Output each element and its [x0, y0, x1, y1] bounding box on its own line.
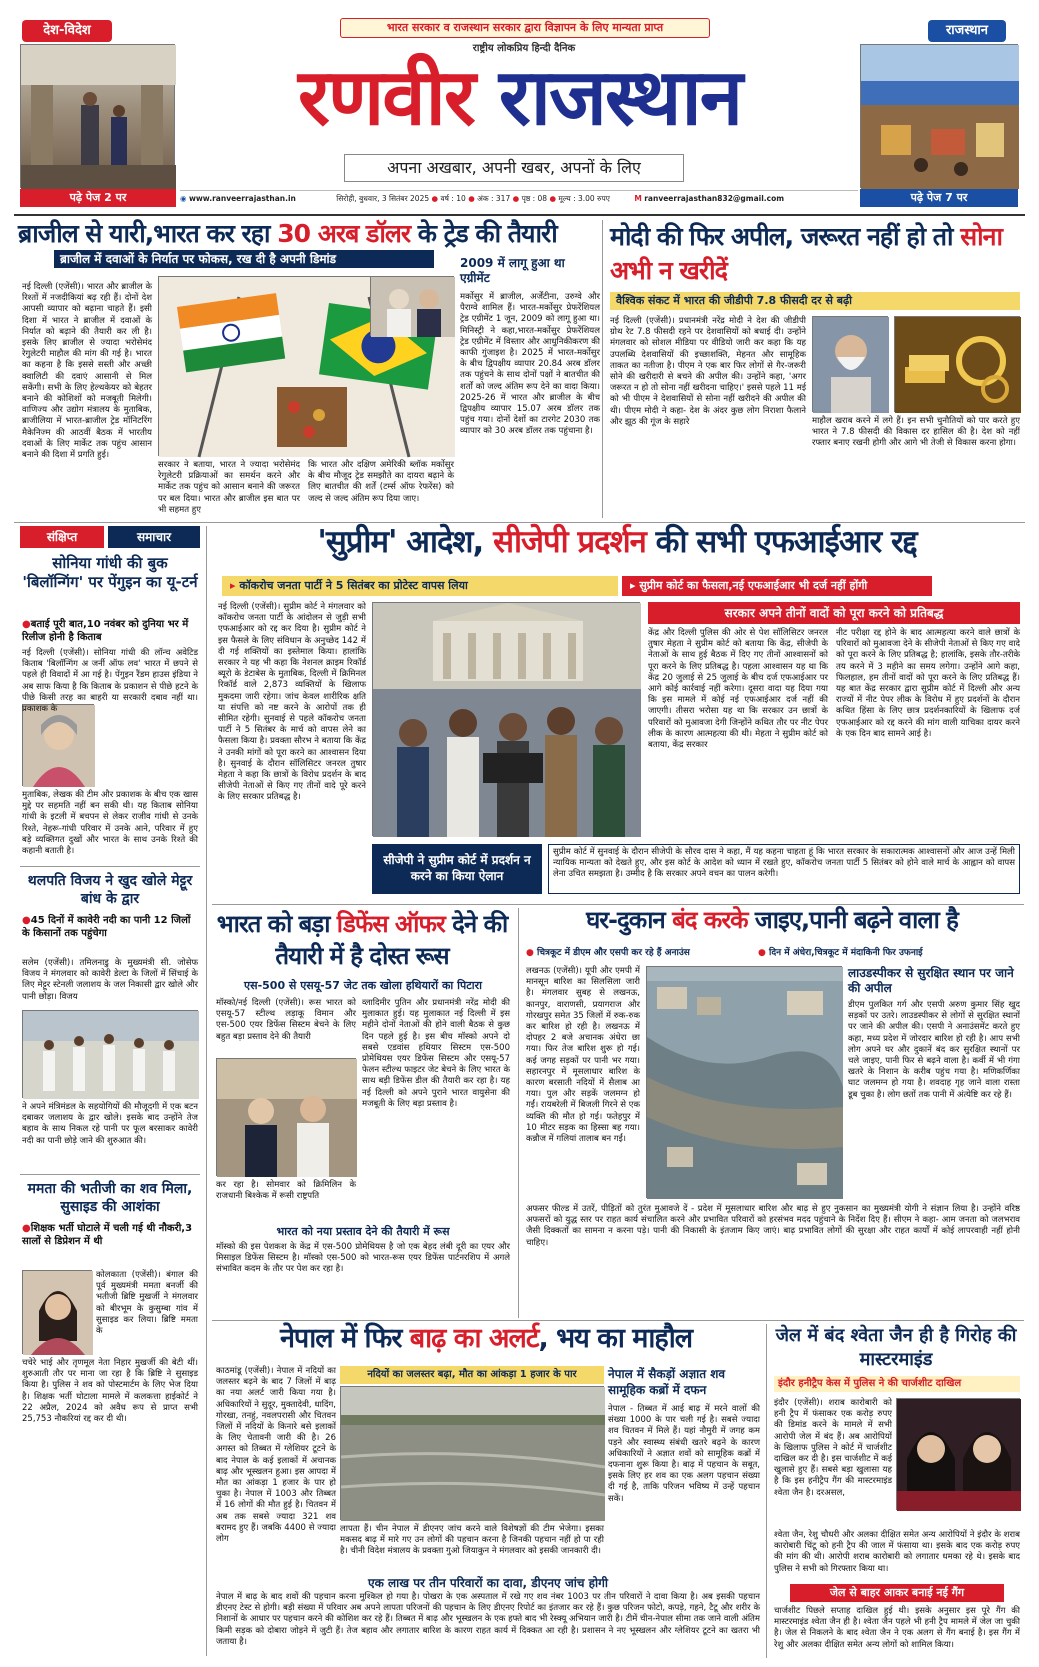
- masthead-photo-right: [860, 44, 1018, 188]
- flood-bar-1-text: चित्रकूट में डीएम और एसपी कर रहे हैं अनाउंस: [537, 948, 690, 958]
- body-jail-1: इंदौर (एजेंसी)। शराब कारोबारी को हनी ट्रैप में फंसाकर एक करोड़ रुपए की डिमांड करने के मामले में सभी आरोपी जेल में बंद हैं। अब आरोपियों के खिलाफ पुलिस ने कोर्ट में चार्जशीट दाखिल कर दी है। इस चार्जशीट में कई खुलासे हुए हैं। सबसे बड़ा खुलासा यह है कि इस हनीट्रैप गैंग की मास्टरमाइंड श्वेता जैन है। दरअसल,: [774, 1398, 892, 1498]
- dateline: सिरोही, बुधवार, 3 सितंबर 2025: [336, 194, 430, 203]
- arrow-icon: ▸: [230, 579, 236, 592]
- headline-highlight: सीजेपी प्रदर्शन: [493, 524, 646, 560]
- bullet-icon: ●: [431, 194, 439, 203]
- headline-highlight: बंद करके: [672, 906, 748, 934]
- body-flood-up-3: अफसर फील्ड में उतरें, पीड़ितों को तुरंत मुआवजे दें - प्रदेश में मूसलाधार बारिश और बाढ़ से हुए नुकसान का मुख्यमंत्री योगी ने संज्ञान लिया है। उन्होंने वरिष्ठ अफसरों को युद्ध स्तर पर राहत कार्य संचालित करने और प्रभावित परिवारों को हरसंभव मदद पहुंचाने के निर्देश दिए हैं। सीएम ने कहा- आम जनता को जलभराव जैसी दिक्कतों का सामना न करना पड़े। पानी की निकासी के इंतजाम किए जाएं। बाढ़ प्रभावित लोगों की सुरक्षा और राहत कार्यों में कोई लापरवाही नहीं होनी चाहिए।: [526, 1204, 1020, 1248]
- swollen-river-image: [341, 1387, 605, 1521]
- masthead: [14, 14, 1025, 212]
- body-nepal-1: काठमांडू (एजेंसी)। नेपाल में नदियों का जलस्तर बढ़ने के बाद 7 जिलों में बाढ़ का नया अलर्ट जारी किया गया है। अधिकारियों ने सुदूर, मुक्तादेवी, धादिंग, गोरखा, तनहुं, नवलपरासी और चितवन जिलों में नदियों के किनारे बसे इलाकों के लिए चेतावनी जारी की है। 26 अगस्त को तिब्बत में ग्लेशियर टूटने के बाद नेपाल के कई इलाकों में अचानक बाढ़ और भूस्खलन हुआ। इस आपदा में मौत का आंकड़ा 1 हजार के पार हो चुका है। नेपाल में 1003 और तिब्बत में 16 लोगों की मौत हुई है। चितवन में अब तक सबसे ज्यादा 321 शव बरामद हुए हैं। जबकि 4400 से ज्यादा लोग: [216, 1366, 336, 1545]
- subhead-brazil: ब्राजील में दवाओं के निर्यात पर फोकस, रख दी है अपनी डिमांड: [54, 250, 434, 268]
- body-brazil-3: कि भारत और दक्षिण अमेरिकी ब्लॉक मर्कोसुर के बीच मौजूद ट्रेड समझौते का दायरा बढ़ाने के लिए बातचीत की शर्तें (टर्म्स ऑफ रेफरेंस) को जल्द से जल्द अंतिम रूप दिया जाए।: [308, 460, 454, 504]
- divider: [602, 220, 603, 518]
- modi-lula-photo: [370, 276, 454, 336]
- flooded-town-image: [647, 967, 843, 1199]
- pages: पृष्ठ : 08: [521, 194, 548, 203]
- headline-gold: [610, 220, 1020, 288]
- side-head-flood-up: लाउडस्पीकर से सुरक्षित स्थान पर जाने की अपील: [848, 966, 1014, 995]
- sonia-gandhi-image: [23, 705, 95, 787]
- body-jail-3: चार्जशीट पिछले सप्ताह दाखिल हुई थी। इसके अनुसार इस पूरे गैंग की मास्टरमाइंड श्वेता जैन ही है। श्वेता जैन पहले भी हनी ट्रैप मामले में जेल जा चुकी है। जेल से निकलने के बाद श्वेता जैन ने एक अलग से गैंग बनाई है। इस गैंग में रेशु और अलका दीक्षित समेत अन्य लोगों को शामिल किया।: [774, 1606, 1020, 1650]
- vijay-photo: [22, 1010, 198, 1098]
- sidebar-header-left: संक्षिप्त: [20, 526, 104, 548]
- brief-sonia-body-1b: [98, 706, 198, 788]
- body-defence-4: मॉस्को की इस पेशकश के केंद्र में एस-500 प्रोमेथियस है जो एक बेहद लंबी दूरी का एयर और मिसाइल डिफेंस सिस्टम है। मॉस्को एस-500 को भारत-रूस एयर डिफेंस पार्टनरशिप में अगले संभावित कदम के तौर पर पेश कर रहा है।: [216, 1242, 510, 1275]
- sonia-photo: [22, 704, 94, 786]
- body-fir-2: केंद्र और दिल्ली पुलिस की ओर से पेश सॉलिसिटर जनरल तुषार मेहता ने सुप्रीम कोर्ट को बताया कि केंद्र, सीजेपी के नेताओं के साथ हुई बैठक में दिए गए तीनों आश्वासनों को पूरा करने के लिए प्रतिबद्ध है। पहला आश्वासन यह था कि केंद्र 20 जुलाई से 25 जुलाई के बीच दर्ज एफआईआर पर आगे कोई कार्रवाई नहीं करेगा। दूसरा वादा यह दिया गया कि इस मामले में कोई नई एफआईआर दर्ज नहीं की जाएगी। तीसरा भरोसा यह था कि सरकार उन छात्रों के परिवारों को मुआवजा देगी जिन्होंने कथित तौर पर नीट पेपर लीक के कारण आत्महत्या की थी। मेहता ने सुप्रीम कोर्ट को बताया, केंद्र सरकार: [648, 628, 828, 751]
- body-defence-2: कर रहा है। सोमवार को क्रिमिलिन के राजधानी बिश्केक में रूसी राष्ट्रपति: [216, 1180, 356, 1202]
- body-flood-up-2: डीएम पुलकित गर्ग और एसपी अरुण कुमार सिंह खुद सड़कों पर उतरे। लाउडस्पीकर से लोगों से सुरक्षित स्थानों पर जाने की अपील की। एसपी ने अनाउंसमेंट करते हुए कहा, मध्य प्रदेश में जोरदार बारिश हो रही है। आप सभी लोग अपने घर और दुकानें बंद कर सुरक्षित स्थानों पर चले जाइए, पानी फिर से बढ़ने वाला है। कर्वी में भी गंगा खतरे के निशान के करीब पहुंच गया है। मणिकर्णिका घाट जलमग्न हो गया है। शवदाह गृह जाने वाला रास्ता डूब चुका है। लोग छतों तक पानी में अंत्येष्टि कर रहे हैं।: [848, 1000, 1020, 1100]
- side-head-defence: भारत को नया प्रस्ताव देने की तैयारी में रूस: [276, 1225, 450, 1238]
- bullet-icon: ●: [526, 948, 534, 958]
- flood-bar-2: [758, 946, 1020, 960]
- subhead-gold: वैश्विक संकट में भारत की जीडीपी 7.8 फीसदी दर से बढ़ी: [610, 292, 1020, 310]
- brief-vijay-subhead: ● 45 दिनों में कावेरी नदी का पानी 12 जिलों के किसानों तक पहुंचेगा: [22, 914, 198, 940]
- body-flood-up-1: लखनऊ (एजेंसी)। यूपी और एमपी में मानसून बारिश का सिलसिला जारी है। मंगलवार सुबह से लखनऊ, कानपुर, वाराणसी, प्रयागराज और गोरखपुर समेत 35 जिलों में रुक-रुक कर बारिश हो रही है। लखनऊ में दोपहर 2 बजे अचानक अंधेरा छा गया। फिर तेज बारिश शुरू हो गई। कई जगह सड़कों पर पानी भर गया। सहारनपुर में मूसलाधार बारिश के कारण बरसाती नदियों में सैलाब आ गया। पुल और सड़कें जलमग्न हो गईं। रायबरेली में बिजली गिरने से एक व्यक्ति की मौत हो गई। फतेहपुर में 10 मीटर सड़क का हिस्सा बह गया। कन्नौज में गलियां तालाब बन गईं।: [526, 966, 640, 1145]
- descriptor: राष्ट्रीय लोकप्रिय हिन्दी दैनिक: [472, 43, 576, 54]
- email[interactable]: ranveerrajasthan832@gmail.com: [644, 194, 785, 203]
- body-nepal-2: नेपाल - तिब्बत में आई बाढ़ में मरने वालों की संख्या 1000 के पार चली गई है। सबसे ज्यादा शव चितवन में मिले हैं। यहां नौमुरी में जगह कम पड़ने और स्वास्थ्य संबंधी खतरे बढ़ने के कारण अधिकारियों ने अज्ञात शवों को सामूहिक कब्रों में दफनाना शुरू किया है। बाढ़ में पहचान के सबूत, इसके लिए हर शव का एक अलग पहचान संख्या दी गई है, ताकि परिजन भविष्य में उन्हें पहचान सकें।: [608, 1404, 760, 1504]
- brief-vijay-body-1: सलेम (एजेंसी)। तमिलनाडु के मुख्यमंत्री सी. जोसेफ विजय ने मंगलवार को कावेरी डेल्टा के जिलों में सिंचाई के लिए मेट्टूर स्टेनली जलाशय के जल निकासी द्वार खोले और पानी छोड़ा। विजय: [22, 958, 198, 1002]
- divider: [518, 908, 519, 1318]
- headline-part: जाइए,पानी बढ़ने वाला है: [747, 906, 958, 934]
- brief-mamata-body-1: कोलकाता (एजेंसी)। बंगाल की पूर्व मुख्यमंत्री ममता बनर्जी की भतीजी ब्रिष्टि मुखर्जी ने मंगलवार को बीरभूम के कुसुम्बा गांव में सुसाइड कर लिया। ब्रिष्टि ममता के: [96, 1270, 198, 1337]
- mettur-dam-image: [23, 1011, 199, 1099]
- newspaper-title: [182, 50, 857, 148]
- brief-sonia-body-1: नई दिल्ली (एजेंसी)। सोनिया गांधी की लॉन्च अवेटिड किताब 'बिलॉन्गिंग अ जर्नी ऑफ लव' भारत में छपने से पहले ही विवादों में आ गई है। पेंगुइन रैंडम हाउस इंडिया ने अब साफ किया है कि किताब के प्रकाशन से पीछे हटने के पीछे किसी तरह का बाहरी या सरकारी दबाव नहीं था। प्रकाशक के: [22, 648, 198, 715]
- brief-sonia-headline: सोनिया गांधी की बुक 'बिलॉन्गिंग' पर पेंगुइन का यू-टर्न: [22, 554, 198, 591]
- story-jail: [770, 1324, 1024, 1658]
- nepal-bottom-head: एक लाख पर तीन परिवारों का दावा, डीएनए जांच होगी: [367, 1576, 609, 1590]
- headline-flood-up: [522, 908, 1022, 934]
- website[interactable]: www.ranveerrajasthan.in: [188, 194, 296, 203]
- fir-bar-2: [622, 576, 932, 596]
- globe-icon: ◉: [180, 194, 187, 203]
- body-brazil-2: सरकार ने बताया, भारत ने ज्यादा भरोसेमंद रेगुलेटरी प्रक्रियाओं का समर्थन करने और मार्केट तक पहुंच को आसान बनाने की जरूरत पर बल दिया। भारत और ब्राजील इस बात पर भी सहमत हुए: [158, 460, 300, 515]
- side-head-brazil: 2009 में लागू हुआ था एग्रीमेंट: [460, 256, 565, 285]
- brief-vijay-headline: थलपति विजय ने खुद खोले मेट्टूर बांध के द्वार: [27, 873, 193, 907]
- pm-modi-image: [813, 317, 889, 413]
- divider: [20, 1174, 200, 1175]
- brief-mamata-body-2: चचेरे भाई और तृणमूल नेता निहार मुखर्जी की बेटी थीं। शुरुआती तौर पर माना जा रहा है कि ब्रिष्टि ने सुसाइड किया है। पुलिस ने शव को पोस्टमार्टम के लिए भेज दिया है। शिक्षक भर्ती घोटाला मामले में कलकत्ता हाईकोर्ट ने 22 अप्रैल, 2024 को अवैध रूप से प्राप्त सभी 25,753 नौकरियां रद्द कर दी थी।: [22, 1358, 198, 1425]
- divider: [14, 214, 1025, 216]
- fir-bar-2-text: सुप्रीम कोर्ट का फैसला,नई एफआईआर भी दर्ज नहीं होंगी: [639, 579, 868, 592]
- story-nepal: [212, 1324, 762, 1658]
- volume: वर्ष : 10: [440, 194, 466, 203]
- modi-photo: [812, 316, 888, 412]
- fir-caption: सीजेपी ने सुप्रीम कोर्ट में प्रदर्शन न करने का किया ऐलान: [372, 844, 542, 894]
- sidebar-header: [20, 526, 200, 548]
- fir-bar-1: [222, 576, 618, 596]
- headline-part: ब्राजील से यारी,भारत कर रहा: [18, 219, 278, 248]
- brief-vijay-body-2: ने अपने मंत्रिमंडल के सहयोगियों की मौजूदगी में एक बटन दबाकर जलाशय के द्वार खोले। इसके बाद उन्होंने तेज बहाव के साथ निकल रहे पानी पर फूल बरसाकर कावेरी नदी का पानी छोड़े जाने की शुरुआत की।: [22, 1102, 198, 1146]
- headline-part: के ट्रेड की तैयारी: [410, 219, 557, 248]
- title-part-2: राजस्थान: [498, 53, 742, 143]
- section-tag-right: राजस्थान: [928, 20, 1006, 42]
- body-gold-2: माहौल खराब करने में लगे हैं। इन सभी चुनौतियों को पार करते हुए भारत ने 7.8 फीसदी की विकास दर हासिल की है। देश को नहीं रफ्तार बनाए रखनी होगी और आगे भी तेजी से विकास करना होगा।: [812, 416, 1020, 449]
- headline-part: मोदी की फिर अपील, जरूरत नहीं हो तो: [610, 222, 961, 251]
- supreme-court-photo: [372, 602, 640, 836]
- headline-part: , भय का माहौल: [538, 1323, 693, 1354]
- subhead-jail: इंदौर हनीट्रैप केस में पुलिस ने की चार्जशीट दाखिल: [774, 1376, 1020, 1392]
- title-part-1: रणवीर: [297, 53, 474, 143]
- headline-nepal: [212, 1324, 760, 1353]
- body-brazil-1: नई दिल्ली (एजेंसी)। भारत और ब्राजील के रिश्तों में नजदीकियां बढ़ रही हैं। दोनों देश आपसी व्यापार को बढ़ाना चाहते हैं। इसी दिशा में भारत ने ब्राजील में दवाओं के निर्यात को बढ़ाने की तैयारी कर ली है। इसके लिए ब्राजील से ज्यादा भरोसेमंद रेगुलेटरी माहौल की मांग की गई है। भारत का कहना है कि इससे सस्ती और अच्छी क्वालिटी की दवाएं आसानी से मिल सकेंगी। सभी के लिए हेल्थकेयर को बेहतर बनाने की कोशिशों को मजबूती मिलेगी। वाणिज्य और उद्योग मंत्रालय के मुताबिक, ब्राजीलिया में भारत-ब्राजील ट्रेड मॉनिटरिंग मैकेनिज्म की आठवीं बैठक में भारतीय दवाओं के लिए मार्केट तक पहुंच आसान बनाने की दिशा में प्रगति हुई।: [22, 282, 152, 461]
- body-nepal-3: लापता हैं। चीन नेपाल में डीएनए जांच करने वाले विशेषज्ञों की टीम भेजेगा। इसका मकसद बाढ़ में मारे गए उन लोगों की पहचान करना है जिनकी पहचान नहीं हो पा रही है। चीनी विदेश मंत्रालय के प्रवक्ता गुओ जियाकुन ने मंगलवार को इसकी जानकारी दी।: [340, 1524, 604, 1557]
- divider: [20, 866, 200, 867]
- brief-mamata-subhead: ● शिक्षक भर्ती घोटाले में चली गई थी नौकरी,3 सालों से डिप्रेशन में थी: [22, 1222, 198, 1248]
- headline-part: 'सुप्रीम' आदेश,: [317, 524, 494, 560]
- headline-part: घर-दुकान: [586, 906, 673, 934]
- body-fir-1: नई दिल्ली (एजेंसी)। सुप्रीम कोर्ट ने मंगलवार को कॉकरोच जनता पार्टी के आंदोलन से जुड़ी सभी एफआईआर को रद्द कर दिया है। सुप्रीम कोर्ट ने इस फैसले के लिए संविधान के अनुच्छेद 142 में दी गई शक्तियों का इस्तेमाल किया। हालांकि सरकार ने यह भी कहा कि नेशनल क्राइम रिकॉर्ड ब्यूरो के डेटाबेस के मुताबिक, दिल्ली में क्रिमिनल रिकॉर्ड वाले 2,873 व्यक्तियों के खिलाफ मुकदमा जारी रहेगा। जांच केवल शारीरिक क्षति या संपत्ति को नष्ट करने के आरोपों तक ही सीमित रहेगी। सुनवाई से पहले कॉकरोच जनता पार्टी ने 5 सितंबर के मार्च को वापस लेने का फैसला किया है। प्रवक्ता सौरभ ने बताया कि केंद्र ने उनकी मांगों को पूरा करने का आश्वासन दिया है। सुनवाई के दौरान सॉलिसिटर जनरल तुषार मेहता ने कहा कि छात्रों के विरोध प्रदर्शन के बाद सीजेपी नेताओं से किए गए तीनों वादे पूरे करने के लिए सरकार प्रतिबद्ध है।: [218, 602, 366, 803]
- tagline: अपना अखबार, अपनी खबर, अपनों के लिए: [344, 154, 684, 182]
- fir-sub-box: सरकार अपने तीनों वादों को पूरा करने को प्रतिबद्ध: [648, 602, 1020, 624]
- info-strip: [180, 190, 858, 206]
- nepal-photo-head: नदियों का जलस्तर बढ़ा, मौत का आंकड़ा 1 हजार के पार: [340, 1366, 604, 1384]
- section-tag-left: देश-विदेश: [22, 20, 112, 42]
- body-fir-4: सुप्रीम कोर्ट में सुनवाई के दौरान सीजेपी के सौरव दास ने कहा, मैं यह कहना चाहता हूं कि भारत सरकार के सकारात्मक आश्वासनों और आज उन्हें मिली न्यायिक मान्यता को देखते हुए, और इस कोर्ट के आदेश को ध्यान में रखते हुए, कॉकरोच जनता पार्टी 5 सितंबर को होने वाले मार्च के आह्वान को वापस लेना उचित समझता है। उम्मीद है कि सरकार अपने वचन का पालन करेगी।: [548, 844, 1020, 894]
- headline-part: भारत को बड़ा: [216, 910, 337, 938]
- story-brazil: [14, 220, 652, 518]
- headline-fir: [212, 526, 1022, 559]
- arrow-icon: ▸: [630, 579, 636, 592]
- divider: [212, 904, 1024, 905]
- brief-sonia-subhead: ● बताई पूरी बात,10 नवंबर को दुनिया भर में रिलीज होनी है किताब: [22, 618, 198, 644]
- headline-part: देने की तैयारी में है दोस्त रूस: [275, 910, 508, 970]
- divider: [206, 526, 207, 1656]
- gold-photo: [894, 316, 1020, 412]
- bullet-icon: ●: [549, 194, 557, 203]
- jail-bottom-head: जेल से बाहर आकर बनाई नई गैंग: [790, 1584, 1004, 1602]
- headline-highlight: डिफेंस ऑफर: [336, 910, 445, 938]
- putin-modi-photo: [216, 1058, 356, 1176]
- recognition-notice: भारत सरकार व राजस्थान सरकार द्वारा विज्ञापन के लिए मान्यता प्राप्त: [340, 18, 710, 38]
- putin-modi-image: [217, 1059, 357, 1177]
- body-defence-1: मॉस्को/नई दिल्ली (एजेंसी)। रूस भारत को एसयू-57 स्टील्थ लड़ाकू विमान और एस-500 एयर डिफेंस सिस्टम बेचने के लिए बहुत बड़ा प्रस्ताव देने की तैयारी: [216, 998, 356, 1042]
- nepal-flood-photo: [340, 1386, 604, 1520]
- sidebar: [14, 526, 204, 1656]
- brief-sonia-body-2: मुताबिक, लेखक की टीम और प्रकाशक के बीच एक खास मुद्दे पर सहमति नहीं बन सकी थी। यह किताब सोनिया गांधी के इटली में बचपन से लेकर राजीव गांधी से उनके रिश्ते, नेहरू-गांधी परिवार में उनके आने, परिवार में हुए बड़े व्यक्तिगत दुखों और भारत के साथ उनके रिश्ते की कहानी बताती है।: [22, 790, 198, 857]
- flood-bar-2-text: दिन में अंधेरा,चित्रकूट में मंदाकिनी फिर उफनाई: [769, 948, 923, 958]
- sidebar-header-right: समाचार: [108, 526, 200, 548]
- subhead-defence: एस-500 से एसयू-57 जेट तक खोला हथियारों का पिटारा: [244, 979, 482, 992]
- headline-highlight: 30 अरब डॉलर: [277, 219, 411, 248]
- story-flood-up: [522, 908, 1024, 1318]
- body-gold-1: नई दिल्ली (एजेंसी)। प्रधानमंत्री नरेंद्र मोदी ने देश की जीडीपी ग्रोथ रेट 7.8 फीसदी रहने पर देशवासियों को बधाई दी। उन्होंने मंगलवार को सोशल मीडिया पर वीडियो जारी कर कहा कि यह उपलब्धि देशवासियों की इच्छाशक्ति, मेहनत और सामूहिक ताकत का नतीजा है। पीएम ने एक बार फिर लोगों से गैर-जरूरी सोने की खरीदारी से बचने की अपील की। उन्होंने कहा, 'अगर जरूरत न हो तो सोना नहीं खरीदना चाहिए।' इससे पहले 11 मई को भी पीएम ने देशवासियों से सोना नहीं खरीदने की अपील की थी। पीएम मोदी ने कहा- देश के अंदर कुछ लोग निराशा फैलाने और झूठ की गूंज के सहारे: [610, 316, 806, 427]
- story-defence: [212, 908, 514, 1318]
- left-page-ref[interactable]: पढ़े पेज 2 पर: [20, 189, 176, 207]
- headline-jail: जेल में बंद श्वेता जैन ही है गिरोह की मास्टरमाइंड: [775, 1325, 1017, 1370]
- divider: [14, 522, 1025, 523]
- flood-up-photo: [646, 966, 842, 1198]
- body-brazil-4: मर्कोसुर में ब्राजील, अर्जेंटीना, उरुग्वे और पैराग्वे शामिल हैं। भारत-मर्कोसुर प्रेफरेंशियल ट्रेड एग्रीमेंट 1 जून, 2009 को लागू हुआ था। मिनिस्ट्री ने कहा,भारत-मर्कोसुर प्रेफरेंशियल ट्रेड एग्रीमेंट में विस्तार और आधुनिकीकरण की काफी गुंजाइश है। 2025 में भारत-मर्कोसुर के बीच द्विपक्षीय व्यापार 20.84 अरब डॉलर तक पहुंचने के साथ दोनों पक्षों ने बातचीत की शर्तों को जल्द अंतिम रूप देने का वादा किया। 2025-26 में भारत और ब्राजील के बीच द्विपक्षीय व्यापार 15.07 अरब डॉलर तक पहुंच गया। दोनों देशों का टारगेट 2030 तक व्यापार को 30 अरब डॉलर तक पहुंचाना है।: [460, 292, 600, 437]
- headline-defence: [212, 908, 512, 972]
- metro-station-image: [21, 45, 176, 189]
- brishti-mukherjee-image: [23, 1271, 93, 1355]
- bullet-icon: ●: [758, 948, 766, 958]
- accused-women-image: [897, 1399, 1021, 1511]
- body-fir-3: नीट परीक्षा रद्द होने के बाद आत्महत्या करने वाले छात्रों के परिवारों को मुआवजा देने के सीजेपी नेताओं से किए गए वादे को पूरा करने के लिए प्रतिबद्ध है; हालांकि, इसके तौर-तरीके तय करने में 3 महीने का समय लगेगा। उन्होंने आगे कहा, फिलहाल, हम तीनों वादों को पूरा करने के लिए प्रतिबद्ध हैं। यह बात केंद्र सरकार द्वारा सुप्रीम कोर्ट में दिल्ली और अन्य राज्यों में नीट पेपर लीक के विरोध में हुए प्रदर्शनों के दौरान कथित हिंसा के लिए छात्र प्रदर्शनकारियों के खिलाफ दर्ज एफआईआर को रद्द करने की मांग वाली याचिका दायर करने के एक दिन बाद सामने आई है।: [836, 628, 1020, 739]
- headline-part: नेपाल में फिर: [279, 1323, 410, 1354]
- price: मूल्य : 3.00 रुपए: [558, 194, 610, 203]
- story-gold: [606, 220, 1024, 518]
- bullet-icon: ●: [512, 194, 520, 203]
- side-head-nepal: नेपाल में सैकड़ों अज्ञात शव सामूहिक कब्रों में दफन: [608, 1367, 726, 1397]
- cjp-press-conference-image: [373, 603, 641, 837]
- fir-bar-1-text: कॉकरोच जनता पार्टी ने 5 सितंबर का प्रोटेस्ट वापस लिया: [239, 579, 468, 592]
- bullet-icon: ●: [468, 194, 475, 203]
- masthead-photo-left: [20, 44, 175, 188]
- shweta-photo: [896, 1398, 1020, 1510]
- headline-part: की सभी एफआईआर रद्द: [645, 524, 917, 560]
- market-image: [861, 45, 1019, 189]
- flood-bar-1: [526, 946, 754, 960]
- issue: अंक : 317: [477, 194, 511, 203]
- gold-jewellery-image: [895, 317, 1021, 413]
- body-jail-2: श्वेता जैन, रेशु चौधरी और अलका दीक्षित समेत अन्य आरोपियों ने इंदौर के शराब कारोबारी चिंटू को हनी ट्रैप की जाल में फंसाया था। इसके बाद एक करोड़ रुपए की मांग की थी। आरोपी शराब कारोबारी को लगातार धमका रहे थे। इसके बाद पुलिस ने सभी को गिरफ्तार किया था।: [774, 1530, 1020, 1574]
- body-nepal-4: नेपाल में बाढ़ के बाद शवों की पहचान करना मुश्किल हो गया है। पोखरा के एक अस्पताल में रखे गए शव नंबर 1003 पर तीन परिवारों ने दावा किया है। अब इसकी पहचान डीएनए टेस्ट से होगी। बड़ी संख्या में परिवार अब अपने लापता परिजनों की पहचान के लिए डीएनए रिपोर्ट का इंतजार कर रहे हैं। कुछ परिजन फोटो, कपड़े, गहने, टैटू और शरीर के निशानों के आधार पर पहचान करने की कोशिश कर रहे हैं। तिब्बत में बाढ़ और भूस्खलन के एक हफ्ते बाद भी रेस्क्यू अभियान जारी है। टीमें चीन-नेपाल सीमा तक जाने वाली अंतिम किमी सड़क को दोबारा जोड़ने में जुटी हैं। तेज बहाव और लगातार बारिश के कारण राहत कार्य में दिक्कत आ रही है। प्रशासन ने नए भूस्खलन और ग्लेशियर टूटने का खतरा भी जताया है।: [216, 1592, 760, 1647]
- right-page-ref[interactable]: पढ़े पेज 7 पर: [860, 189, 1018, 207]
- brief-mamata-headline: ममता की भतीजी का शव मिला, सुसाइड की आशंका: [27, 1181, 193, 1215]
- divider: [766, 1324, 767, 1658]
- mail-icon: M: [634, 194, 642, 203]
- headline-brazil: [18, 220, 658, 247]
- headline-highlight: बाढ़ का अलर्ट: [409, 1323, 539, 1354]
- body-defence-3: व्लादिमीर पुतिन और प्रधानमंत्री नरेंद्र मोदी की मुलाकात हुई। यह मुलाकात नई दिल्ली में इस महीने दोनों नेताओं की होने वाली बैठक से कुछ दिन पहले हुई है। इस बीच मॉस्को अपने दो सबसे एडवांस हथियार सिस्टम एस-500 प्रोमेथियस एयर डिफेंस सिस्टम और एसयू-57 फेलन स्टील्थ फाइटर जेट बेचने के लिए भारत के साथ बड़ी डिफेंस डील की तैयारी कर रहा है। यह नई दिल्ली को अपने पुराने भारत वायुसेना की मजबूती के लिए बड़ा प्रस्ताव है।: [362, 998, 510, 1109]
- headline-highlight: सोना अभी न खरीदें: [610, 222, 1002, 285]
- story-fir: [212, 526, 1024, 906]
- brishti-photo: [22, 1270, 92, 1354]
- leaders-image: [371, 277, 455, 337]
- divider: [212, 1320, 1024, 1321]
